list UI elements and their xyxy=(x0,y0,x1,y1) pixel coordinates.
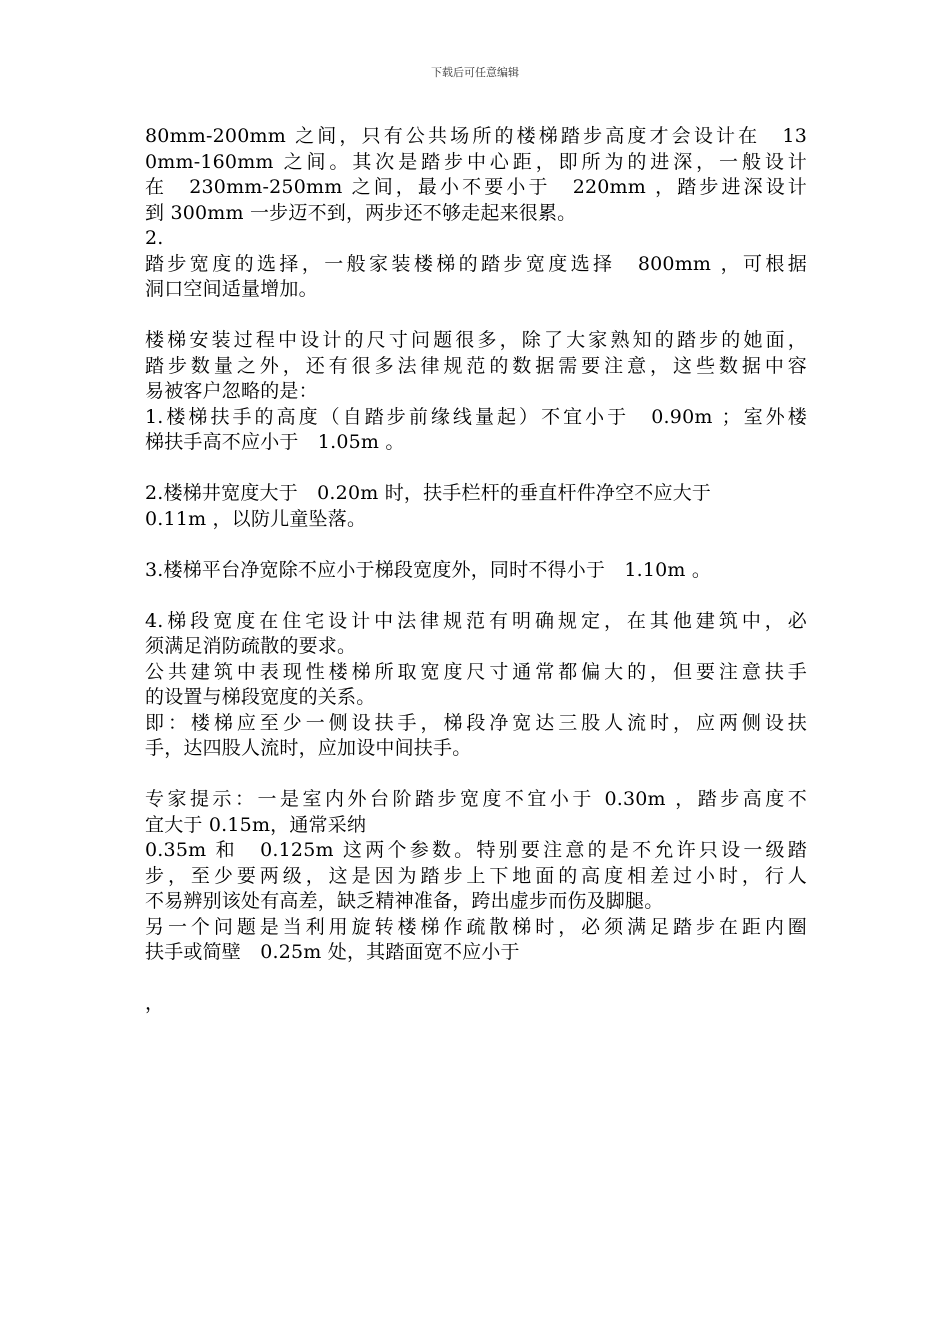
paragraph-spacer xyxy=(145,762,807,788)
paragraph xyxy=(145,609,807,762)
text-line: 踏步数量之外，还有很多法律规范的数据需要注意，这些数据中容 xyxy=(145,354,807,377)
text-line: 到 300mm 一步迈不到，两步还不够走起来很累。 xyxy=(145,201,577,224)
paragraph-spacer xyxy=(145,303,807,329)
page-header: 下载后可任意编辑 xyxy=(431,66,519,79)
text-line: 宜大于 0.15m，通常采纳 xyxy=(145,813,367,836)
text-line: 扶手或简壁 0.25m 处，其踏面宽不应小于 xyxy=(145,941,520,963)
text-line: 梯扶手高不应小于 1.05m 。 xyxy=(145,431,405,453)
document-body xyxy=(145,124,807,1017)
text-line: 的设置与梯段宽度的关系。 xyxy=(145,686,376,708)
text-line: 踏步宽度的选择，一般家装楼梯的踏步宽度选择 800mm ，可根据 xyxy=(145,252,807,275)
paragraph xyxy=(145,558,807,584)
paragraph xyxy=(145,328,807,456)
text-line: 手，达四股人流时，应加设中间扶手。 xyxy=(145,737,472,759)
paragraph xyxy=(145,124,807,303)
text-line: 洞口空间适量增加。 xyxy=(145,278,318,300)
paragraph-spacer xyxy=(145,532,807,558)
paragraph-spacer xyxy=(145,456,807,482)
text-line: 1.楼梯扶手的高度（自踏步前缘线量起）不宜小于 0.90m ；室外楼 xyxy=(145,405,807,428)
text-line: 即：楼梯应至少一侧设扶手，梯段净宽达三股人流时，应两侧设扶 xyxy=(145,711,807,734)
text-line: 易被客户忽略的是： xyxy=(145,380,318,402)
paragraph xyxy=(145,787,807,966)
text-line: 楼梯安装过程中设计的尺寸问题很多，除了大家熟知的踏步的她面， xyxy=(145,329,807,351)
text-line: 步，至少要两级，这是因为踏步上下地面的高度相差过小时，行人 xyxy=(145,864,807,887)
text-line: 3.楼梯平台净宽除不应小于梯段宽度外，同时不得小于 1.10m 。 xyxy=(145,558,712,581)
text-line: 不易辨别该处有高差，缺乏精神准备，跨出虚步而伤及脚腿。 xyxy=(145,890,664,912)
text-line: 80mm-200mm 之间，只有公共场所的楼梯踏步高度才会设计在 13 xyxy=(145,125,807,147)
text-line: 专家提示：一是室内外台阶踏步宽度不宜小于 0.30m ，踏步高度不 xyxy=(145,788,807,810)
paragraph xyxy=(145,481,807,532)
text-line: 0.35m 和 0.125m 这两个参数。特别要注意的是不允许只设一级踏 xyxy=(145,839,807,861)
text-line: 0.11m ，以防儿童坠落。 xyxy=(145,507,367,530)
text-line: 公共建筑中表现性楼梯所取宽度尺寸通常都偏大的，但要注意扶手 xyxy=(145,660,807,683)
text-line: 在 230mm-250mm 之间，最小不要小于 220mm ，踏步进深设计 xyxy=(145,176,807,198)
text-line: 2.楼梯井宽度大于 0.20m 时，扶手栏杆的垂直杆件净空不应大于 xyxy=(145,482,712,504)
paragraph xyxy=(145,991,807,1017)
text-line: 另一个问题是当利用旋转楼梯作疏散梯时，必须满足踏步在距内圈 xyxy=(145,915,807,938)
text-line: 须满足消防疏散的要求。 xyxy=(145,635,357,657)
text-line: ， xyxy=(145,992,165,1014)
text-line: 4.梯段宽度在住宅设计中法律规范有明确规定，在其他建筑中，必 xyxy=(145,609,807,632)
paragraph-spacer xyxy=(145,583,807,609)
text-line: 2. xyxy=(145,227,164,249)
paragraph-spacer xyxy=(145,966,807,992)
text-line: 0mm-160mm 之间。其次是踏步中心距，即所为的进深，一般设计 xyxy=(145,150,807,173)
